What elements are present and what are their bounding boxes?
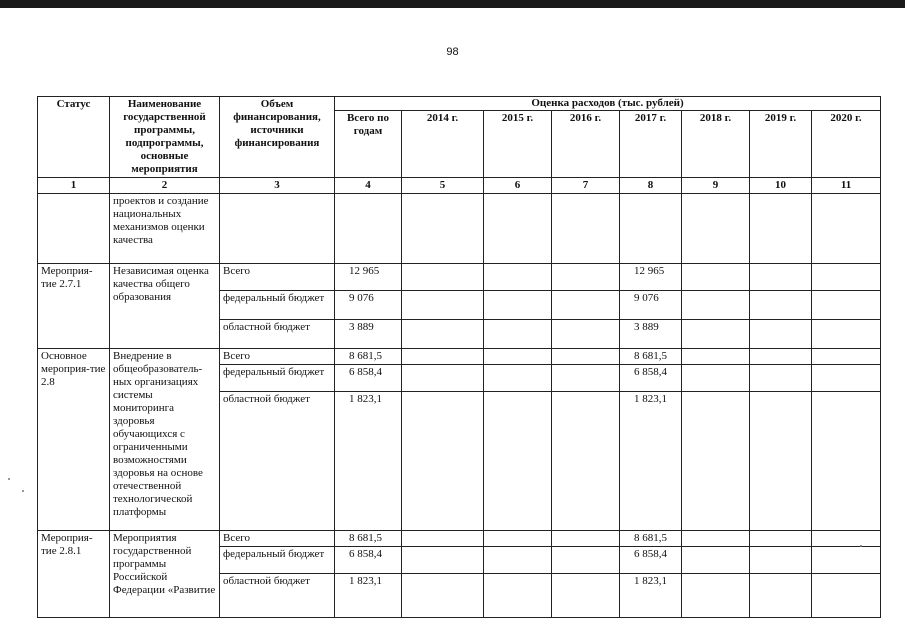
col-number: 2: [110, 178, 220, 194]
budget-table: [37, 96, 881, 618]
value-2017: 6 858,4: [620, 547, 682, 574]
value-2017: 8 681,5: [620, 531, 682, 547]
header-row-1: [38, 97, 881, 111]
funding-source: федеральный бюджет: [220, 547, 335, 574]
scan-speck: [860, 545, 862, 547]
table-row: [38, 531, 881, 547]
table-row: [38, 264, 881, 291]
continuation-row: [38, 194, 881, 264]
page-number: 98: [446, 46, 459, 58]
item-status: Основное мероприя-тие 2.8: [38, 349, 110, 531]
table-row: [38, 349, 881, 365]
value-2017: 1 823,1: [620, 574, 682, 618]
header-year-2014: 2014 г.: [402, 111, 484, 178]
value-2017: 6 858,4: [620, 365, 682, 392]
item-name: Независимая оценка качества общего образования: [110, 264, 220, 349]
funding-source: областной бюджет: [220, 320, 335, 349]
value-2017: 3 889: [620, 320, 682, 349]
col-number: 5: [402, 178, 484, 194]
value-2017: 1 823,1: [620, 392, 682, 531]
item-status: Мероприя-тие 2.8.1: [38, 531, 110, 618]
col-number: 1: [38, 178, 110, 194]
header-estimate: Оценка расходов (тыс. рублей): [335, 97, 881, 111]
item-name: Внедрение в общеобразователь-ных организациях системы мониторинга здоровья обучающихся с ограниченными возможностями здоровья на основе отечественной технологической платформы: [110, 349, 220, 531]
header-year-2017: 2017 г.: [620, 111, 682, 178]
total-value: 1 823,1: [335, 392, 402, 531]
column-number-row: [38, 178, 881, 194]
funding-source: областной бюджет: [220, 392, 335, 531]
funding-source: федеральный бюджет: [220, 365, 335, 392]
total-value: 8 681,5: [335, 531, 402, 547]
funding-source: областной бюджет: [220, 574, 335, 618]
header-year-2019: 2019 г.: [750, 111, 812, 178]
total-value: 3 889: [335, 320, 402, 349]
value-2017: 12 965: [620, 264, 682, 291]
scan-speck: [8, 478, 10, 480]
continuation-name: проектов и создание национальных механизмов оценки качества: [110, 194, 220, 264]
scan-top-border: [0, 0, 905, 8]
funding-source: Всего: [220, 531, 335, 547]
col-number: 9: [682, 178, 750, 194]
header-name: Наименование государственной программы, подпрограммы, основные мероприятия: [110, 97, 220, 178]
item-name: Мероприятия государственной программы Российской Федерации «Развитие: [110, 531, 220, 618]
header-year-2015: 2015 г.: [484, 111, 552, 178]
header-year-2018: 2018 г.: [682, 111, 750, 178]
total-value: 1 823,1: [335, 574, 402, 618]
funding-source: Всего: [220, 264, 335, 291]
header-total: Всего по годам: [335, 111, 402, 178]
scan-speck: [22, 490, 24, 492]
header-status: Статус: [38, 97, 110, 178]
total-value: 6 858,4: [335, 365, 402, 392]
total-value: 8 681,5: [335, 349, 402, 365]
item-status: Мероприя-тие 2.7.1: [38, 264, 110, 349]
funding-source: Всего: [220, 349, 335, 365]
col-number: 4: [335, 178, 402, 194]
header-volume: Объем финансирования, источники финансирования: [220, 97, 335, 178]
funding-source: федеральный бюджет: [220, 291, 335, 320]
col-number: 6: [484, 178, 552, 194]
header-year-2020: 2020 г.: [812, 111, 881, 178]
col-number: 7: [552, 178, 620, 194]
col-number: 3: [220, 178, 335, 194]
total-value: 9 076: [335, 291, 402, 320]
col-number: 10: [750, 178, 812, 194]
value-2017: 8 681,5: [620, 349, 682, 365]
total-value: 12 965: [335, 264, 402, 291]
total-value: 6 858,4: [335, 547, 402, 574]
col-number: 8: [620, 178, 682, 194]
col-number: 11: [812, 178, 881, 194]
header-year-2016: 2016 г.: [552, 111, 620, 178]
value-2017: 9 076: [620, 291, 682, 320]
